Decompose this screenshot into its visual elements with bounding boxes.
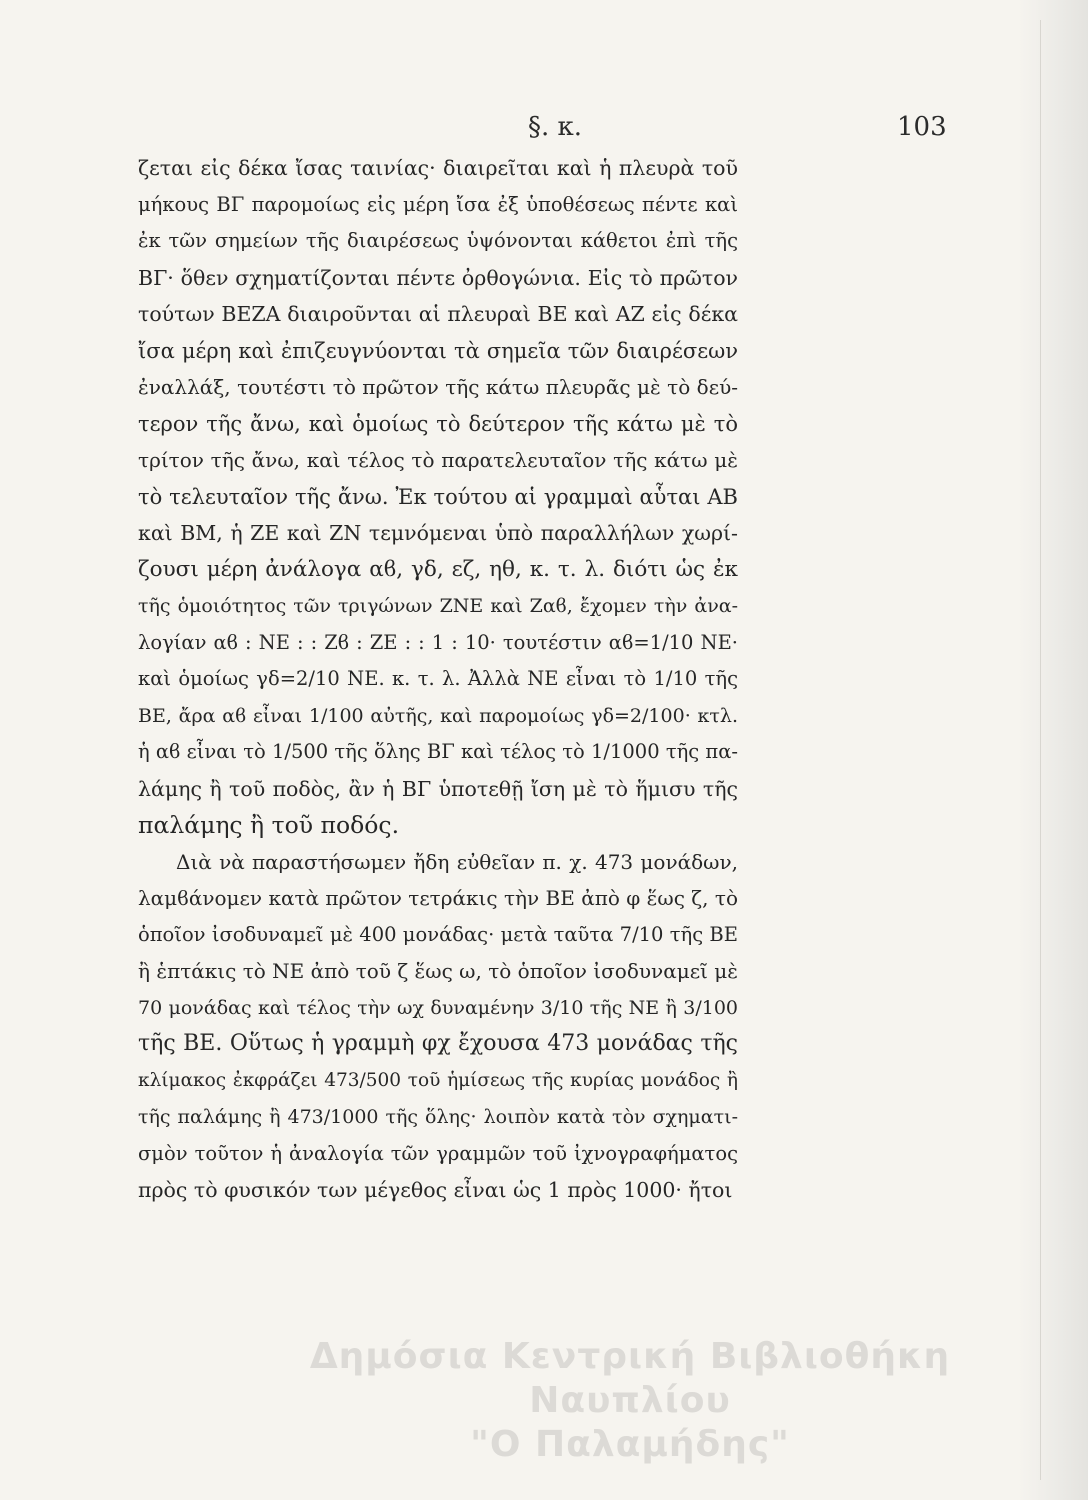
text-line: κλίμακος ἐκφράζει 473/500 τοῦ ἡμίσεως τῆς κυρίας μονάδος ἢ xyxy=(138,1069,738,1091)
text-line: λάμης ἢ τοῦ ποδὸς, ἂν ἡ ΒΓ ὑποτεθῇ ἴση μὲ τὸ ἥμισυ τῆς xyxy=(138,776,738,801)
paragraph xyxy=(138,150,738,844)
text-line: ἢ ἑπτάκις τὸ ΝΕ ἀπὸ τοῦ ζ ἕως ω, τὸ ὁποῖον ἰσοδυναμεῖ μὲ xyxy=(138,959,738,983)
text-line: τῆς ΒΕ. Οὕτως ἡ γραμμὴ φχ ἔχουσα 473 μονάδας τῆς xyxy=(138,1031,738,1056)
text-line: καὶ ὁμοίως γδ=2/10 ΝΕ. κ. τ. λ. Ἀλλὰ ΝΕ εἶναι τὸ 1/10 τῆς xyxy=(138,667,738,690)
body-text xyxy=(138,150,738,1209)
text-line: ζουσι μέρη ἀνάλογα αϐ, γδ, εζ, ηθ, κ. τ. λ. διότι ὡς ἐκ xyxy=(138,556,738,582)
paragraph xyxy=(138,844,738,1209)
text-line: λαμϐάνομεν κατὰ πρῶτον τετράκις τὴν ΒΕ ἀπὸ φ ἕως ζ, τὸ xyxy=(138,886,738,910)
stamp-line-1: Δημόσια Κεντρική Βιβλιοθήκη Ναυπλίου xyxy=(309,1336,951,1421)
text-line: τούτων ΒΕΖΑ διαιροῦνται αἱ πλευραὶ ΒΕ καὶ ΑΖ εἰς δέκα xyxy=(138,302,738,326)
text-line: καὶ ΒΜ, ἡ ΖΕ καὶ ΖΝ τεμνόμεναι ὑπὸ παραλλήλων χωρί- xyxy=(138,521,738,545)
text-line: 70 μονάδας καὶ τέλος τὴν ωχ δυναμένην 3/10 τῆς ΝΕ ἢ 3/100 xyxy=(138,996,738,1019)
text-line: ἐναλλάξ, τουτέστι τὸ πρῶτον τῆς κάτω πλευρᾶς μὲ τὸ δεύ- xyxy=(138,375,738,399)
text-line: Διὰ νὰ παραστήσωμεν ἤδη εὐθεῖαν π. χ. 473 μονάδων, xyxy=(176,849,738,874)
text-line: σμὸν τοῦτον ἡ ἀναλογία τῶν γραμμῶν τοῦ ἰχνογραφήματος xyxy=(138,1141,738,1165)
page-edge-shadow xyxy=(1018,0,1088,1500)
page-edge-line xyxy=(1040,20,1041,1480)
text-line: ζεται εἰς δέκα ἴσας ταινίας· διαιρεῖται καὶ ἡ πλευρὰ τοῦ xyxy=(138,156,738,180)
text-line: πρὸς τὸ φυσικόν των μέγεθος εἶναι ὡς 1 πρὸς 1000· ἤτοι xyxy=(138,1178,733,1202)
text-line: ἴσα μέρη καὶ ἐπιζευγνύονται τὰ σημεῖα τῶν διαιρέσεων xyxy=(138,338,738,363)
text-line: παλάμης ἢ τοῦ ποδός. xyxy=(138,811,400,839)
text-line: τῆς ὁμοιότητος τῶν τριγώνων ΖΝΕ καὶ Ζαϐ, ἔχομεν τὴν ἀνα- xyxy=(138,595,738,617)
text-line: λογίαν αϐ : ΝΕ : : Ζϐ : ΖΕ : : 1 : 10· τουτέστιν αϐ=1/10 ΝΕ· xyxy=(138,630,738,654)
text-line: ἡ αϐ εἶναι τὸ 1/500 τῆς ὅλης ΒΓ καὶ τέλος τὸ 1/1000 τῆς πα- xyxy=(138,740,738,763)
text-line: τῆς παλάμης ἢ 473/1000 τῆς ὅλης· λοιπὸν κατὰ τὸν σχηματι- xyxy=(138,1106,738,1128)
library-watermark-stamp xyxy=(220,1335,1040,1467)
section-mark: §. κ. xyxy=(528,112,583,142)
text-line: ΒΕ, ἄρα αϐ εἶναι 1/100 αὐτῆς, καὶ παρομοίως γδ=2/100· κτλ. xyxy=(138,704,738,727)
text-line: τρίτον τῆς ἄνω, καὶ τέλος τὸ παρατελευταῖον τῆς κάτω μὲ xyxy=(138,448,738,472)
text-line: ὁποῖον ἰσοδυναμεῖ μὲ 400 μονάδας· μετὰ ταῦτα 7/10 τῆς ΒΕ xyxy=(138,922,738,946)
text-line: ΒΓ· ὅθεν σχηματίζονται πέντε ὀρθογώνια. Εἰς τὸ πρῶτον xyxy=(138,265,738,290)
text-line: μήκους ΒΓ παρομοίως εἰς μέρη ἴσα ἐξ ὑποθέσεως πέντε καὶ xyxy=(138,192,738,216)
text-line: τὸ τελευταῖον τῆς ἄνω. Ἐκ τούτου αἱ γραμμαὶ αὗται ΑΒ xyxy=(138,484,738,509)
stamp-line-2: "Ο Παλαμήδης" xyxy=(470,1424,790,1465)
text-line: τερον τῆς ἄνω, καὶ ὁμοίως τὸ δεύτερον τῆς κάτω μὲ τὸ xyxy=(138,411,738,436)
text-line: ἐκ τῶν σημείων τῆς διαιρέσεως ὑψόνονται κάθετοι ἐπὶ τῆς xyxy=(138,229,738,252)
running-header xyxy=(0,112,1088,152)
page-number: 103 xyxy=(897,112,947,142)
